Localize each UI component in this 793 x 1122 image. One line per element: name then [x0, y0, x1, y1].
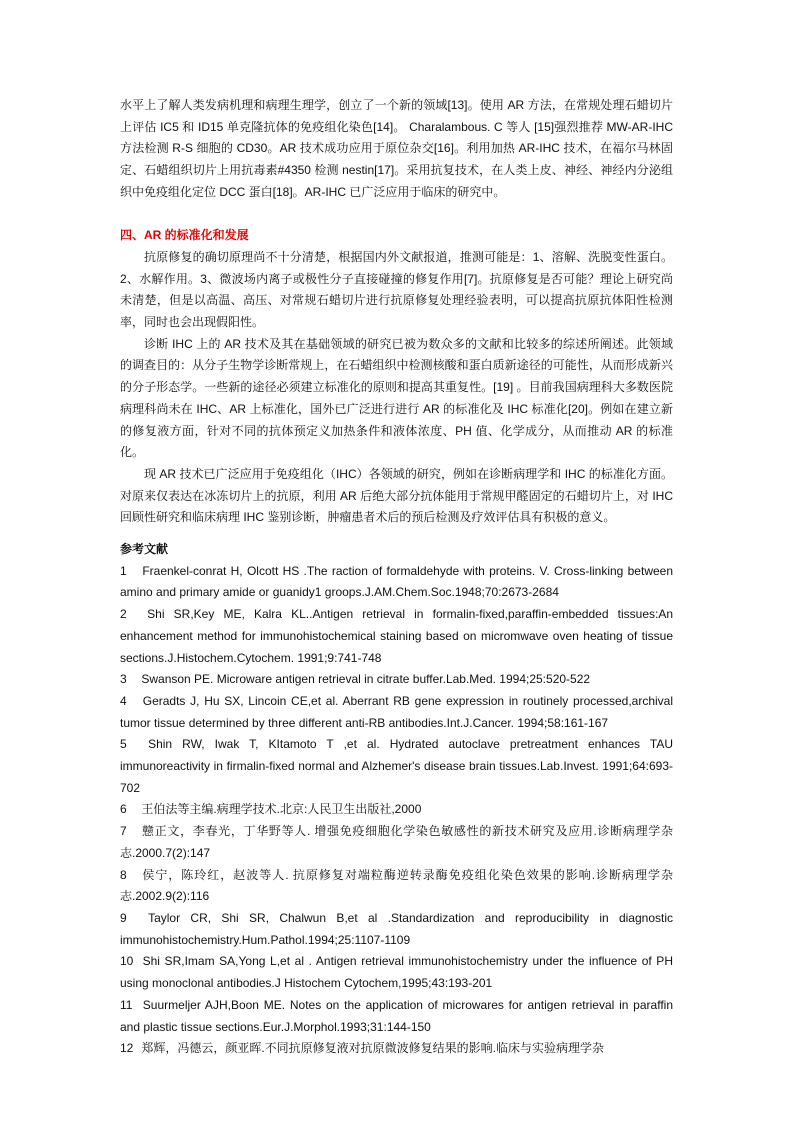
- reference-text: Shin RW, Iwak T, KItamoto T ,et al. Hydrated autoclave pretreatment enhances TAU immunoreactivity in firmalin-fixed normal and Alzhemer's disease brain tissues.Lab.Invest. 1991;64:693-702: [120, 737, 673, 795]
- reference-number: 2: [120, 607, 127, 622]
- reference-number: 10: [120, 954, 134, 969]
- references-title: 参考文献: [120, 542, 169, 557]
- reference-item: [120, 821, 673, 864]
- reference-text: 郑辉，冯德云，颜亚晖.不同抗原修复液对抗原微波修复结果的影响.临床与实验病理学杂: [141, 1041, 605, 1056]
- reference-text: Fraenkel-conrat H, Olcott HS .The raction of formaldehyde with proteins. V. Cross-linking between amino and primary amide or guanidy1 groops.J.AM.Chem.Soc.1948;70:2673-2684: [120, 563, 674, 600]
- reference-item: [120, 908, 673, 951]
- reference-number: 6: [120, 802, 127, 817]
- section-heading: 四、AR 的标准化和发展: [120, 228, 249, 243]
- document-page: [120, 95, 673, 1060]
- reference-item: [120, 604, 673, 669]
- body-paragraph: 水平上了解人类发病机理和病理生理学，创立了一个新的领域[13]。使用 AR 方法，在常规处理石蜡切片上评估 IC5 和 ID15 单克隆抗体的免疫组化染色[14]。 Charalambous. C 等人 [15]强烈推荐 MW-AR-IHC 方法检测 R-S 细胞的 CD30。AR 技术成功应用于原位杂交[16]。利用加热 AR-IHC 技术，在福尔马林固定、石蜡组织切片上用抗毒素#4350 检测 nestin[17]。采用抗复技术，在人类上皮、神经、神经内分泌组织中免疫组化定位 DCC 蛋白[18]。AR-IHC 已广泛应用于临床的研究中。: [120, 98, 673, 199]
- reference-text: 王伯法等主编.病理学技术.北京:人民卫生出版社,2000: [141, 802, 422, 817]
- reference-item: [120, 865, 673, 908]
- reference-number: 4: [120, 693, 127, 708]
- reference-item: [120, 995, 673, 1038]
- body-paragraph: 现 AR 技术已广泛应用于免疫组化（IHC）各领域的研究，例如在诊断病理学和 IHC 的标准化方面。对原来仅表达在冰冻切片上的抗原，利用 AR 后绝大部分抗体能用于常规甲醛固定的石蜡切片上，对 IHC 回顾性研究和临床病理 IHC 鉴别诊断，肿瘤患者术后的预后检测及疗效评估具有积极的意义。: [120, 466, 673, 525]
- reference-number: 9: [120, 911, 127, 925]
- body-paragraph: 诊断 IHC 上的 AR 技术及其在基础领域的研究已被为数众多的文献和比较多的综述所阐述。此领域的调查目的：从分子生物学诊断常规上，在石蜡组织中检测核酸和蛋白质新途径的可能性，从而形成新兴的分子形态学。一些新的途径必须建立标准化的原则和提高其重复性。[19] 。目前我国病理科大多数医院病理科尚未在 IHC、AR 上标准化，国外已广泛进行进行 AR 的标准化及 IHC 标准化[20]。例如在建立新的修复液方面，针对不同的抗体预定义加热条件和液体浓度、PH 值、化学成分，从而推动 AR 的标准化。: [120, 336, 673, 460]
- reference-number: 8: [120, 867, 127, 882]
- reference-number: 1: [120, 563, 127, 578]
- reference-text: Swanson PE. Microware antigen retrieval in citrate buffer.Lab.Med. 1994;25:520-522: [141, 672, 591, 687]
- reference-number: 12: [120, 1041, 134, 1056]
- reference-text: Taylor CR, Shi SR, Chalwun B,et al .Standardization and reproducibility in diagnostic immunohistochemistry.Hum.Pathol.1994;25:1107-1109: [120, 911, 673, 947]
- reference-item: [120, 1038, 673, 1060]
- reference-text: 侯宁，陈玲红，赵波等人. 抗原修复对端粒酶逆转录酶免疫组化染色效果的影响.诊断病理学杂志.2002.9(2):116: [120, 867, 673, 904]
- reference-item: [120, 951, 673, 994]
- reference-number: 5: [120, 737, 127, 752]
- body-paragraph: 抗原修复的确切原理尚不十分清楚，根据国内外文献报道，推测可能是：1、溶解、洗脱变性蛋白。2、水解作用。3、微波场内离子或极性分子直接碰撞的修复作用[7]。抗原修复是否可能？理论上研究尚未清楚，但是以高温、高压、对常规石蜡切片进行抗原修复处理经验表明，可以提高抗原抗体阳性检测率，同时也会出现假阳性。: [120, 249, 673, 330]
- reference-text: Shi SR,Key ME, Kalra KL..Antigen retrieval in formalin-fixed,paraffin-embedded tissues:An enhancement method for immunohistochemical staining based on micromwave oven heating of tissue sections.J.Histochem.Cytochem. 1991;9:741-748: [120, 607, 673, 665]
- reference-text: Geradts J, Hu SX, Lincoin CE,et al. Aberrant RB gene expression in routinely processed,archival tumor tissue determined by three different anti-RB antibodies.Int.J.Cancer. 1994;58:161-167: [120, 693, 674, 730]
- reference-text: Shi SR,Imam SA,Yong L,et al . Antigen retrieval immunohistochemistry under the influence of PH using monoclonal antibodies.J Histochem Cytochem,1995;43:193-201: [120, 954, 673, 991]
- reference-item: [120, 734, 673, 799]
- reference-number: 3: [120, 672, 127, 687]
- reference-item: [120, 561, 673, 604]
- reference-item: [120, 799, 673, 821]
- reference-number: 7: [120, 824, 127, 839]
- reference-item: [120, 669, 673, 691]
- reference-text: Suurmeljer AJH,Boon ME. Notes on the application of microwares for antigen retrieval in paraffin and plastic tissue sections.Eur.J.Morphol.1993;31:144-150: [120, 997, 673, 1034]
- reference-text: 戆正文，李春光，丁华野等人. 增强免疫细胞化学染色敏感性的新技术研究及应用.诊断病理学杂志.2000.7(2):147: [120, 824, 673, 860]
- reference-number: 11: [120, 997, 133, 1012]
- reference-item: [120, 691, 673, 734]
- references-list: [120, 561, 673, 1060]
